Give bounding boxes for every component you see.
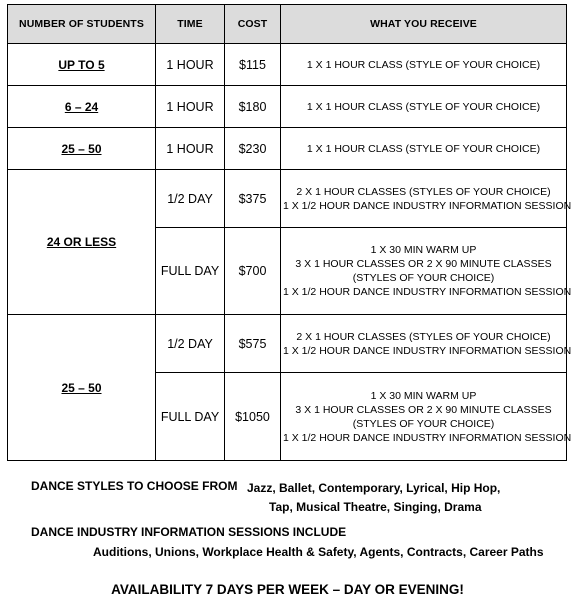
- receive-line: 3 X 1 HOUR CLASSES OR 2 X 90 MINUTE CLASSES: [295, 258, 552, 270]
- student-group: 25 – 50: [8, 128, 156, 170]
- receive-line: 1 X 30 MIN WARM UP: [370, 244, 477, 256]
- receive-cell: [281, 44, 567, 86]
- header-what-you-receive: WHAT YOU RECEIVE: [281, 5, 567, 44]
- receive-line: 1 X 1 HOUR CLASS (STYLE OF YOUR CHOICE): [306, 58, 541, 71]
- receive-line: (STYLES OF YOUR CHOICE): [352, 272, 495, 284]
- student-group: 25 – 50: [8, 315, 156, 461]
- receive-cell: [281, 228, 572, 315]
- dance-styles-line: Jazz, Ballet, Contemporary, Lyrical, Hip Hop,: [247, 481, 501, 495]
- information-sessions-list: Auditions, Unions, Workplace Health & Safety, Agents, Contracts, Career Paths: [93, 545, 544, 559]
- header-cost: COST: [225, 5, 281, 44]
- receive-line: 1 X 30 MIN WARM UP: [370, 389, 477, 402]
- receive-line: 2 X 1 HOUR CLASSES (STYLES OF YOUR CHOICE): [296, 185, 551, 198]
- receive-line: 3 X 1 HOUR CLASSES OR 2 X 90 MINUTE CLASSES: [295, 403, 552, 416]
- receive-line: 1 X 1/2 HOUR DANCE INDUSTRY INFORMATION SESSION: [283, 431, 572, 444]
- time-cell: 1/2 DAY: [156, 315, 225, 373]
- table-row: [8, 315, 567, 373]
- dance-styles-label: DANCE STYLES TO CHOOSE FROM: [31, 479, 238, 493]
- student-group: 24 OR LESS: [8, 170, 156, 315]
- cost-cell: $1050: [225, 373, 281, 461]
- receive-line: 1 X 1 HOUR CLASS (STYLE OF YOUR CHOICE): [306, 100, 541, 113]
- cost-cell: $180: [225, 86, 281, 128]
- receive-cell: [281, 373, 572, 461]
- receive-cell: [281, 315, 572, 373]
- student-group: 6 – 24: [8, 86, 156, 128]
- dance-styles-list: [247, 479, 500, 517]
- table-header-row: [8, 5, 567, 44]
- cost-cell: $375: [225, 170, 281, 228]
- time-cell: 1 HOUR: [156, 86, 225, 128]
- information-sessions-label: DANCE INDUSTRY INFORMATION SESSIONS INCLUDE: [31, 525, 347, 539]
- table-row: [8, 170, 567, 228]
- table-row: [8, 44, 567, 86]
- time-cell: 1 HOUR: [156, 128, 225, 170]
- receive-line: 1 X 1 HOUR CLASS (STYLE OF YOUR CHOICE): [306, 142, 541, 155]
- receive-line: 1 X 1/2 HOUR DANCE INDUSTRY INFORMATION SESSION: [283, 286, 572, 298]
- receive-line: 1 X 1/2 HOUR DANCE INDUSTRY INFORMATION SESSION: [283, 199, 572, 212]
- cost-cell: $230: [225, 128, 281, 170]
- receive-line: 2 X 1 HOUR CLASSES (STYLES OF YOUR CHOICE): [296, 330, 551, 343]
- time-cell: FULL DAY: [156, 228, 225, 315]
- pricing-table: [7, 4, 572, 461]
- cost-cell: $700: [225, 228, 281, 315]
- header-number-of-students: NUMBER OF STUDENTS: [8, 5, 156, 44]
- receive-cell: [281, 170, 572, 228]
- student-group: UP TO 5: [8, 44, 156, 86]
- cost-cell: $115: [225, 44, 281, 86]
- header-time: TIME: [156, 5, 225, 44]
- receive-cell: [281, 86, 567, 128]
- time-cell: FULL DAY: [156, 373, 225, 461]
- time-cell: 1 HOUR: [156, 44, 225, 86]
- receive-cell: [281, 128, 567, 170]
- receive-line: (STYLES OF YOUR CHOICE): [352, 417, 495, 430]
- availability-banner: AVAILABILITY 7 DAYS PER WEEK – DAY OR EVENING!: [111, 582, 464, 597]
- dance-styles-line: Tap, Musical Theatre, Singing, Drama: [269, 500, 482, 514]
- table-row: [8, 86, 567, 128]
- cost-cell: $575: [225, 315, 281, 373]
- table-row: [8, 128, 567, 170]
- time-cell: 1/2 DAY: [156, 170, 225, 228]
- receive-line: 1 X 1/2 HOUR DANCE INDUSTRY INFORMATION SESSION: [283, 344, 572, 357]
